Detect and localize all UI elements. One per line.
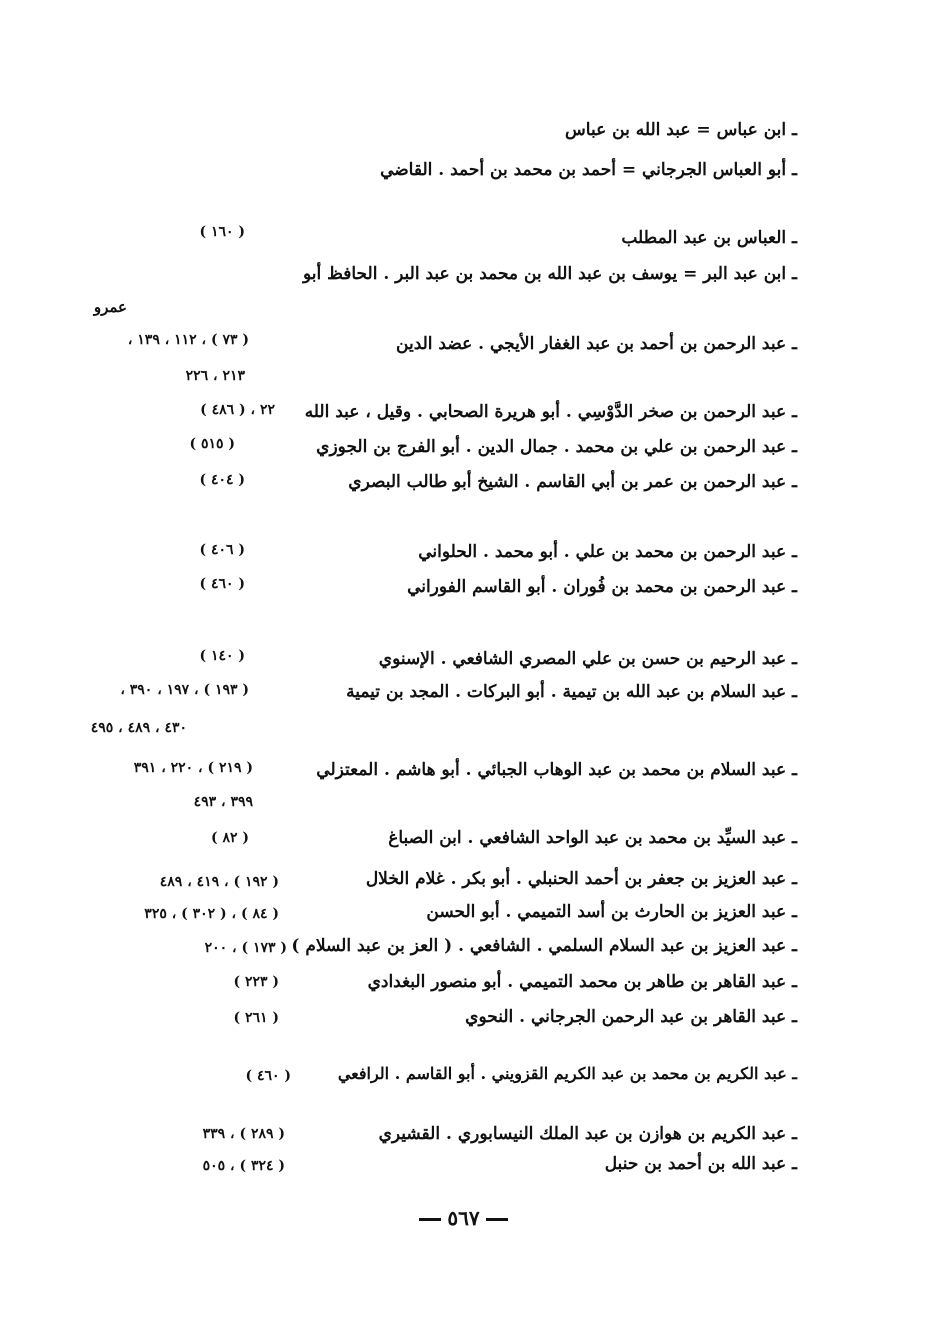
index-entry: ـ عبد الرحمن بن علي بن محمد . جمال الدين . أبو الفرج بن الجوزي [316, 437, 797, 457]
index-entry: ـ ابن عبد البر = يوسف بن عبد الله بن محمد بن عبد البر . الحافظ أبو [302, 264, 797, 284]
index-entry: ـ العباس بن عبد المطلب [621, 228, 797, 248]
index-entry: ـ عبد الرحمن بن محمد بن علي . أبو محمد . الحلواني [418, 542, 797, 562]
footer-dash-right [419, 1218, 441, 1221]
page-refs: ( ٢٢٣ ) [233, 974, 279, 990]
index-entry: ـ عبد الرحمن بن عمر بن أبي القاسم . الشيخ أبو طالب البصري [348, 472, 797, 492]
index-entry: ـ عبد الله بن أحمد بن حنبل [604, 1154, 797, 1174]
index-entry: ـ عبد الرحمن بن أحمد بن عبد الغفار الأيجي . عضد الدين [396, 334, 797, 354]
index-entry: ـ عبد السيِّد بن محمد بن عبد الواحد الشافعي . ابن الصباغ [388, 828, 797, 848]
index-entry: ـ عبد القاهر بن طاهر بن محمد التميمي . أبو منصور البغدادي [367, 972, 797, 992]
index-entry-continuation: عمرو [93, 298, 127, 316]
page-refs: ( ١٦٠ ) [199, 224, 245, 240]
page-refs: ٢٢ ، ( ٤٨٦ ) [200, 402, 275, 418]
page-refs: ( ١٩٣ ) ، ١٩٧ ، ٣٩٠ ، [120, 682, 249, 698]
page-refs: ( ١٩٢ ) ، ٤١٩ ، ٤٨٩ [159, 874, 279, 890]
index-entry: ـ عبد الكريم بن هوازن بن عبد الملك النيسابوري . القشيري [378, 1124, 797, 1144]
index-entry: ـ عبد القاهر بن عبد الرحمن الجرجاني . النحوي [465, 1007, 797, 1027]
page-number-footer [0, 1206, 927, 1230]
index-entry: ـ أبو العباس الجرجاني = أحمد بن محمد بن أحمد . القاضي [380, 160, 797, 180]
page-refs: ( ٥١٥ ) [189, 436, 235, 452]
page-refs: ( ٢٨٩ ) ، ٣٣٩ [202, 1126, 285, 1142]
index-entry: ـ عبد الرحمن بن صخر الدَّوْسِي . أبو هريرة الصحابي . وقيل ، عبد الله [304, 402, 797, 422]
index-entry: ـ عبد الكريم بن محمد بن عبد الكريم القزويني . أبو القاسم . الرافعي [337, 1064, 797, 1083]
page-refs: ( ٤٠٦ ) [199, 542, 245, 558]
page-refs-continued: ٣٩٩ ، ٤٩٣ [193, 794, 253, 810]
page-refs-continued: ٢١٣ ، ٢٢٦ [185, 368, 245, 384]
page-refs: ( ٧٣ ) ، ١١٢ ، ١٣٩ ، [127, 332, 249, 348]
page-refs: ( ٣٢٤ ) ، ٥٠٥ [202, 1158, 285, 1174]
footer-dash-left [486, 1218, 508, 1221]
index-entry: ـ عبد السلام بن عبد الله بن تيمية . أبو البركات . المجد بن تيمية [346, 682, 797, 702]
index-entry: ـ عبد العزيز بن عبد السلام السلمي . الشافعي . ( العز بن عبد السلام ) [291, 936, 797, 956]
page-refs: ( ٤٦٠ ) [245, 1068, 291, 1084]
page-refs: ( ٨٢ ) [210, 830, 249, 846]
page-refs: ( ٤٦٠ ) [199, 576, 245, 592]
index-entry: ـ عبد الرحمن بن محمد بن فُوران . أبو القاسم الفوراني [407, 577, 797, 597]
index-entry: ـ عبد العزيز بن الحارث بن أسد التميمي . أبو الحسن [426, 902, 797, 922]
page-refs: ( ١٧٣ ) ، ٢٠٠ [204, 940, 287, 956]
page-refs: ( ٢١٩ ) ، ٢٢٠ ، ٣٩١ [133, 760, 253, 776]
index-entry: ـ ابن عباس = عبد الله بن عباس [565, 120, 797, 140]
page-refs-continued: ٤٣٠ ، ٤٨٩ ، ٤٩٥ [90, 720, 187, 736]
index-entry: ـ عبد السلام بن محمد بن عبد الوهاب الجبائي . أبو هاشم . المعتزلي [316, 760, 797, 780]
page-refs: ( ٢٦١ ) [233, 1010, 279, 1026]
page-refs: ( ١٤٠ ) [199, 648, 245, 664]
page-number: ٥٦٧ [447, 1206, 480, 1230]
page-refs: ( ٨٤ ) ، ( ٣٠٢ ) ، ٣٢٥ [144, 906, 279, 922]
index-entry: ـ عبد الرحيم بن حسن بن علي المصري الشافعي . الإسنوي [378, 649, 797, 669]
index-entry: ـ عبد العزيز بن جعفر بن أحمد الحنبلي . أبو بكر . غلام الخلال [365, 869, 797, 889]
page-refs: ( ٤٠٤ ) [199, 472, 245, 488]
